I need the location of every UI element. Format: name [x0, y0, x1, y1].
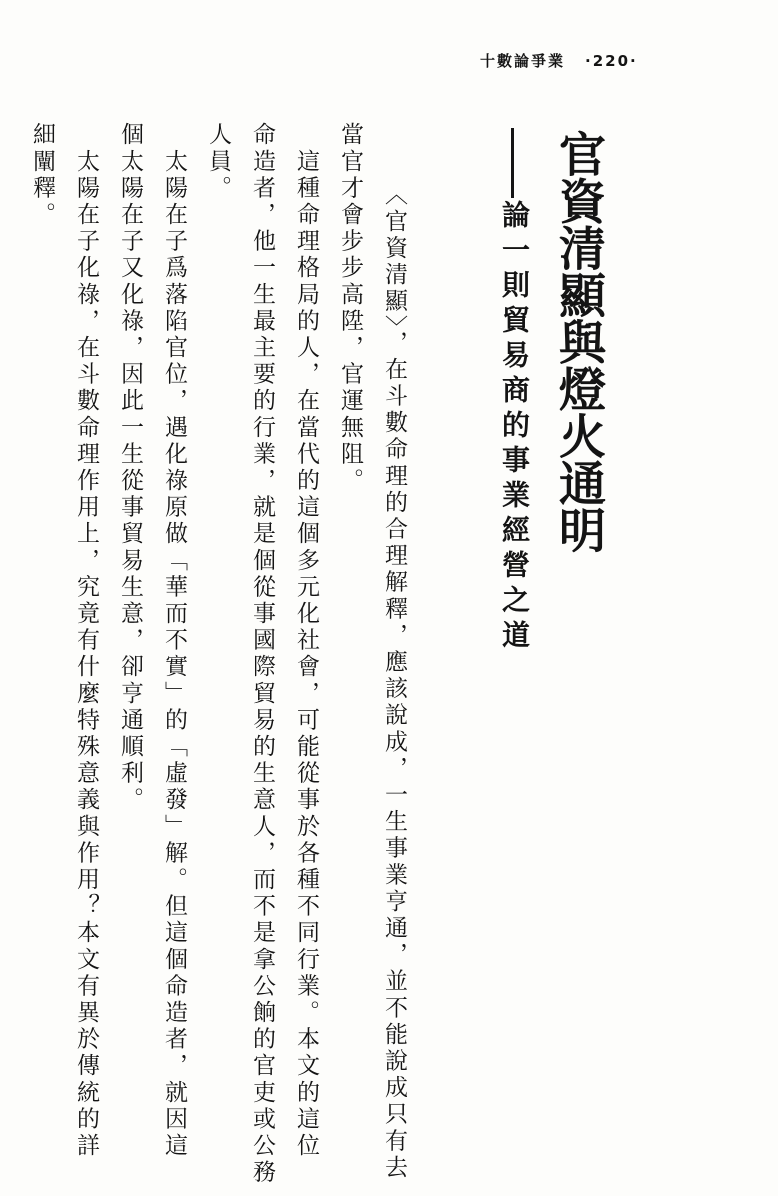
article-subtitle: 論一則貿易商的事業經營之道	[498, 200, 531, 655]
running-header	[480, 50, 638, 71]
body-column-9: 細闡釋。	[29, 122, 55, 229]
body-column-1: 〈官資清顯〉，在斗數命理的合理解釋，應該說成，一生事業亨通，並不能說成只有去	[381, 182, 407, 1182]
body-column-3: 這種命理格局的人，在當代的這個多元化社會，可能從事於各種不同行業。本文的這位	[293, 122, 319, 1160]
book-title: 十數論爭業	[480, 52, 566, 70]
body-column-5: 人員。	[205, 122, 231, 202]
article-title: 官資清顯與燈火通明	[551, 130, 606, 553]
body-column-2: 當官才會步步高陞，官運無阻。	[337, 122, 363, 495]
body-column-8: 太陽在子化祿，在斗數命理作用上，究竟有什麼特殊意義與作用？本文有異於傳統的詳	[73, 122, 99, 1160]
page-number: ·220·	[585, 52, 638, 70]
body-column-6: 太陽在子爲落陷官位，遇化祿原做「華而不實」的「虛發」解。但這個命造者，就因這	[161, 122, 187, 1160]
body-column-4: 命造者，他一生最主要的行業，就是個從事國際貿易的生意人，而不是拿公餉的官吏或公務	[249, 122, 275, 1186]
body-column-7: 個太陽在子又化祿，因此一生從事貿易生意，卻亨通順利。	[117, 122, 143, 814]
subtitle-dash	[511, 128, 514, 198]
